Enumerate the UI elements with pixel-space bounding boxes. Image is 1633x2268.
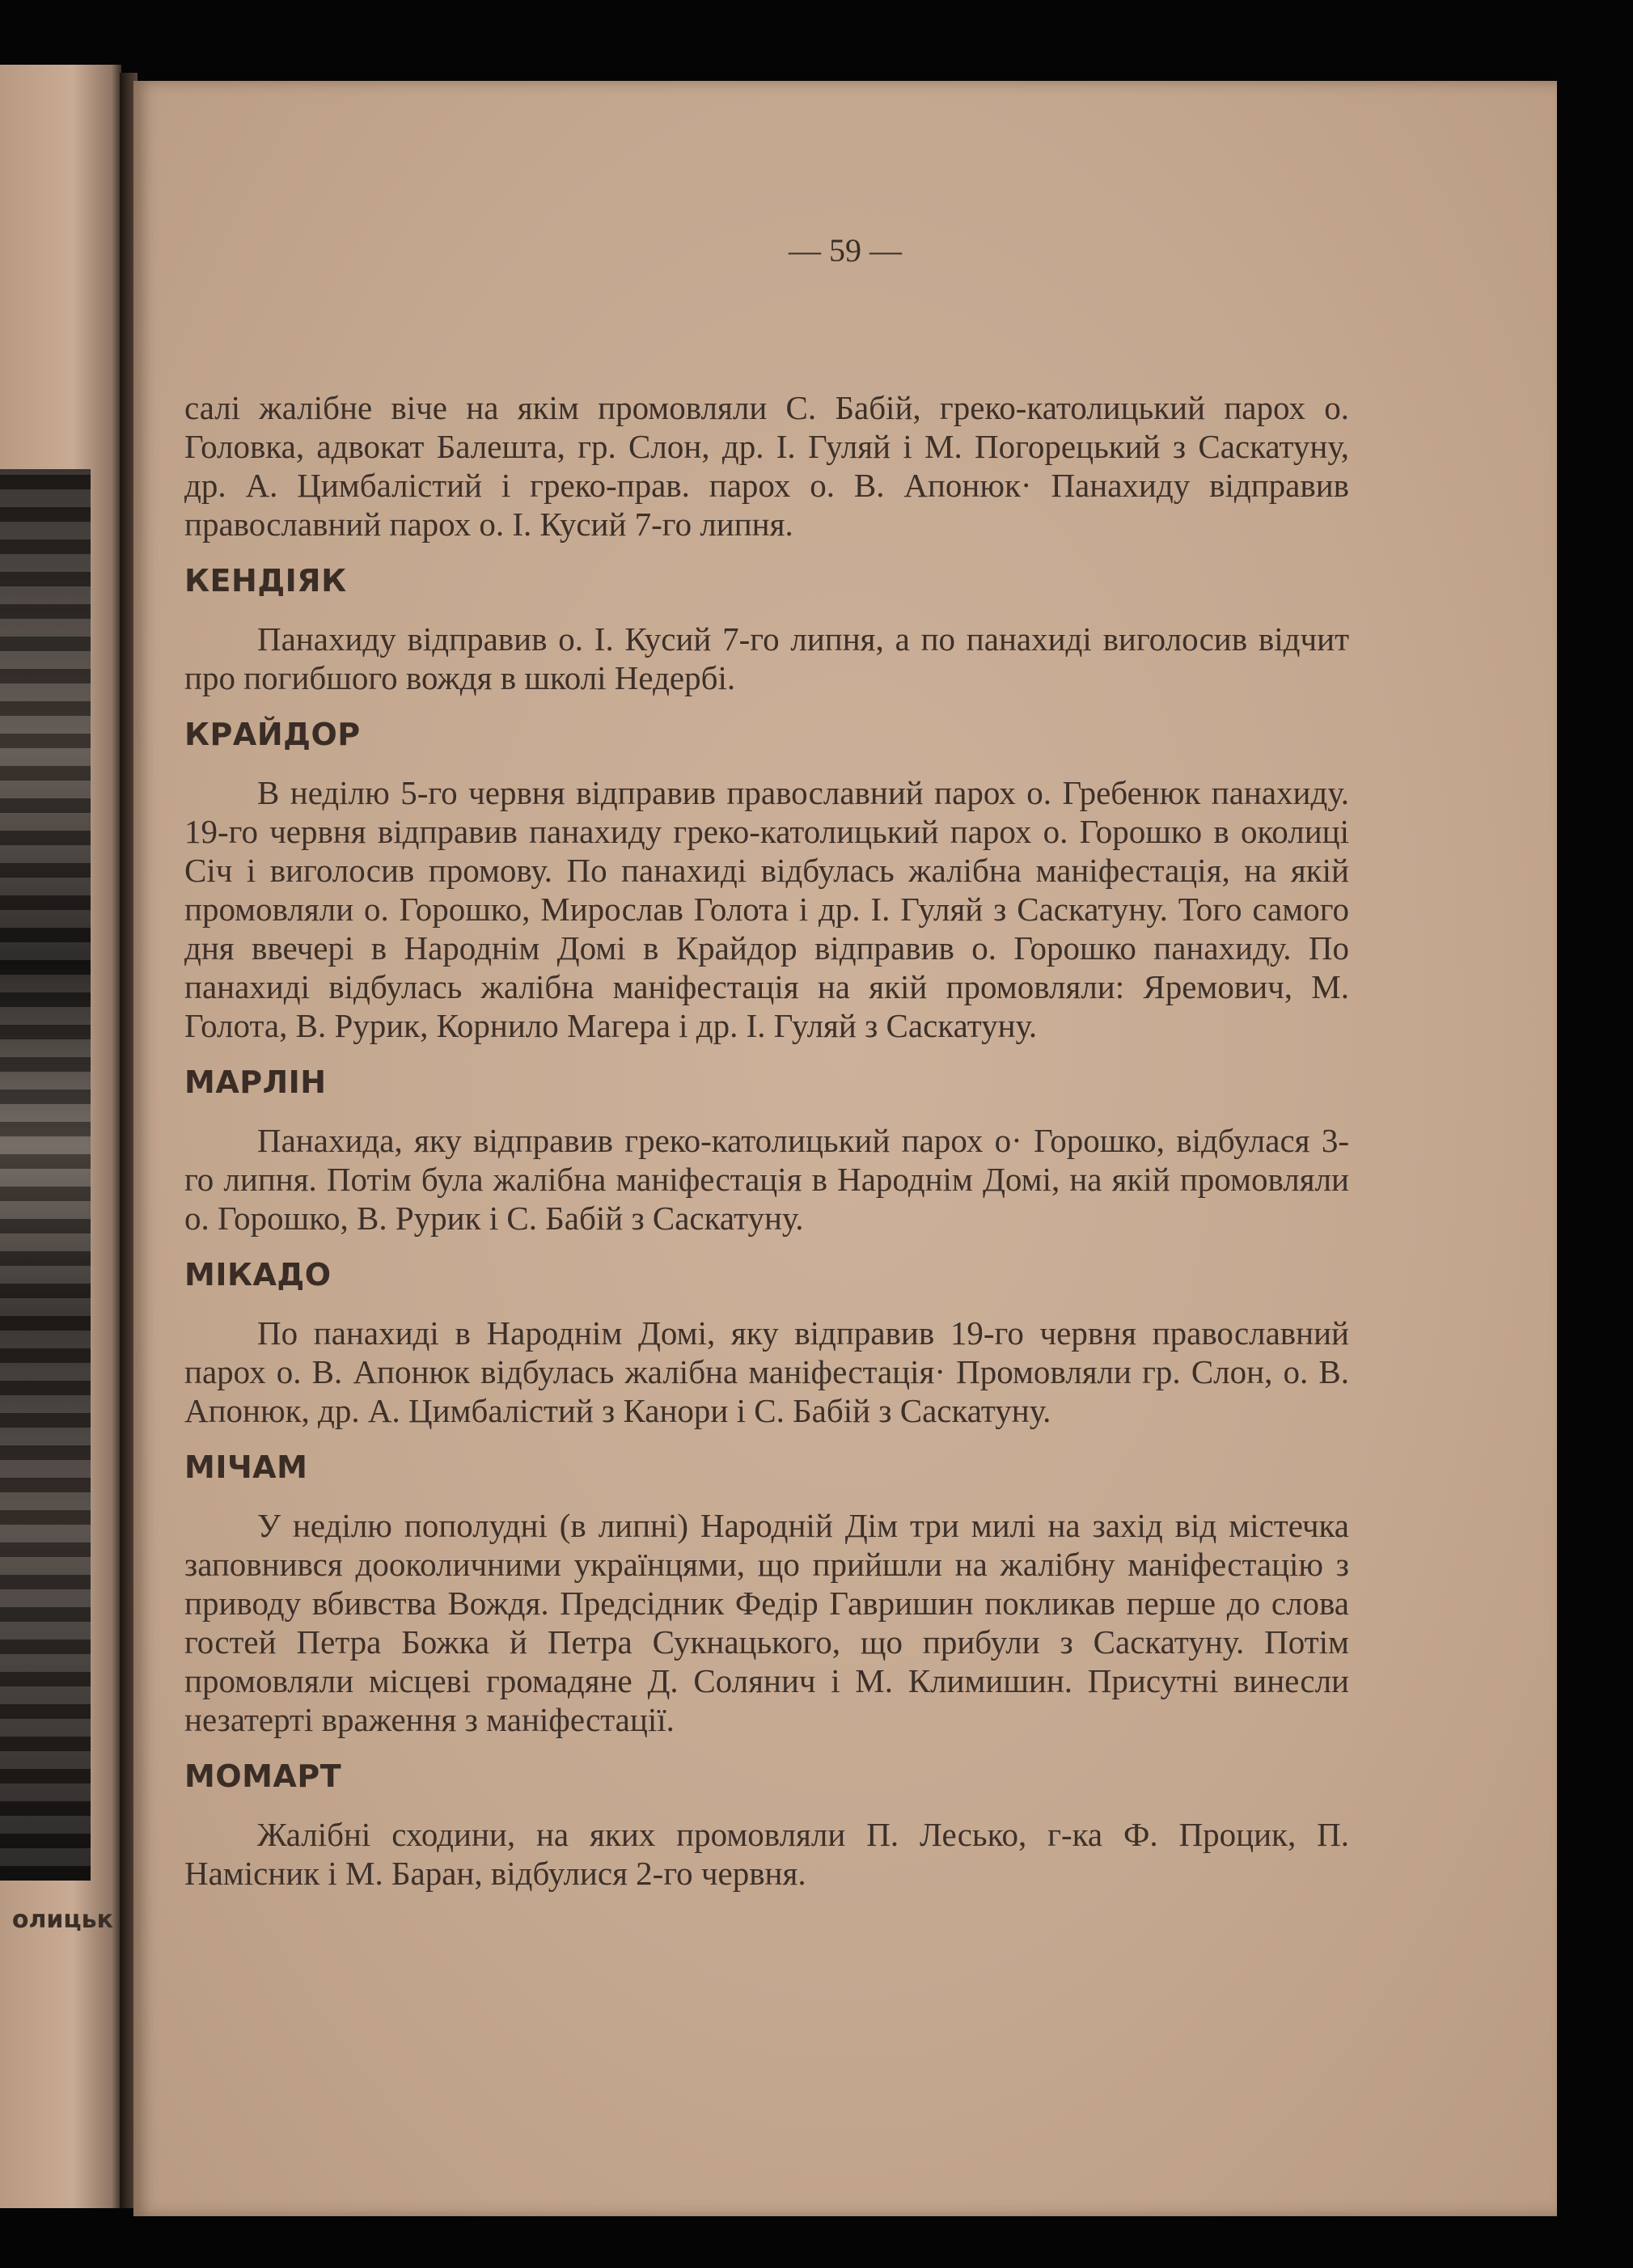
section-kraidor [184, 717, 1349, 1045]
section-heading: КРАЙДОР [184, 717, 361, 752]
book-page [133, 81, 1557, 2216]
section-paragraph: У неділю пополудні (в липні) Народній Дім три милі на захід від містечка заповнився дооколичними українцями, що прийшли на жалібну маніфестацію з приводу вбивства Вождя. Предсідник Федір Гавришин покликав перше до слова гостей Петра Божка й Петра Сукнацького, що прибули з Саскатуну. Потім промовляли місцеві громадяне Д. Солянич і М. Климишин. Присутні винесли незатерті враження з маніфестації. [184, 1507, 1349, 1738]
left-page-photo [0, 469, 91, 1881]
section-heading: МІКАДО [184, 1257, 332, 1293]
section-paragraph: По панахиді в Народнім Домі, яку відправив 19-го червня православний парох о. В. Апонюк відбулась жалібна маніфестація· Промовляли гр. Слон, о. В. Апонюк, др. А. Цимбалістий з Канори і С. Бабій з Саскатуну. [184, 1314, 1349, 1429]
left-facing-page [0, 65, 121, 2208]
section-paragraph: Жалібні сходини, на яких промовляли П. Лесько, г-ка Ф. Процик, П. Намісник і М. Баран, відбулися 2-го червня. [184, 1816, 1349, 1892]
section-paragraph: Панахида, яку відправив греко-католицький парох о· Горошко, відбулася 3-го липня. Потім була жалібна маніфестація в Народнім Домі, на якій промовляли о. Горошко, В. Рурик і С. Бабій з Саскатуну. [184, 1122, 1349, 1237]
section-heading: МАРЛІН [184, 1064, 327, 1100]
section-heading: МІЧАМ [184, 1449, 308, 1485]
section-kendiiak [184, 563, 1349, 697]
section-momart [184, 1758, 1349, 1893]
section-paragraph: В неділю 5-го червня відправив православний парох о. Гребенюк панахиду. 19-го червня відправив панахиду греко-католицький парох о. Горошко в околиці Січ і виголосив промову. По панахиді відбулась жалібна маніфестація, на якій промовляли о. Горошко, Мирослав Голота і др. І. Гуляй з Саскатуну. Того самого дня ввечері в Народнім Домі в Крайдор відправив о. Горошко панахиду. По панахиді відбулась жалібна маніфестація на якій промовляли: Яремович, М. Голота, В. Рурик, Корнило Магера і др. І. Гуляй з Саскатуну. [184, 774, 1349, 1044]
section-mikado [184, 1257, 1349, 1430]
section-marlin [184, 1064, 1349, 1238]
section-heading: МОМАРТ [184, 1758, 342, 1794]
section-michum [184, 1449, 1349, 1739]
page-number: — 59 — [789, 232, 902, 269]
left-page-caption: олицьк [11, 1906, 113, 1934]
section-paragraph: Панахиду відправив о. І. Кусий 7-го липня, а по панахиді виголосив відчит про погибшого вождя в школі Недербі. [184, 620, 1349, 696]
page-text [184, 388, 1349, 1893]
intro-paragraph: салі жалібне віче на якім промовляли С. Бабій, греко-католицький парох о. Головка, адвокат Балешта, гр. Слон, др. І. Гуляй і М. Погорецький з Саскатуну, др. А. Цимбалістий і греко-прав. парох о. В. Апонюк· Панахиду відправив православний парох о. І. Кусий 7-го липня. [184, 389, 1349, 543]
section-heading: КЕНДІЯК [184, 563, 347, 599]
